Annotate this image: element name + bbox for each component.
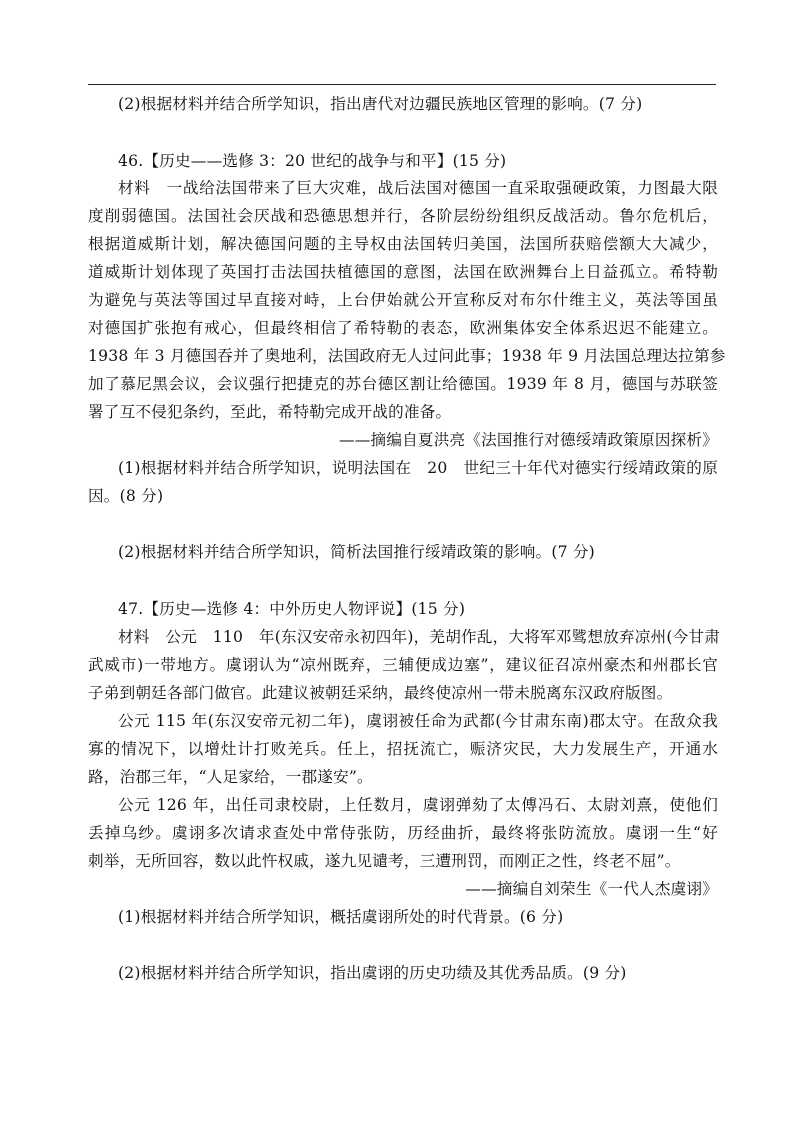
q46-material-line-2: 度削弱德国。法国社会厌战和恐德思想并行，各阶层纷纷组织反战活动。鲁尔危机后， xyxy=(88,207,718,225)
q46-material-line-4: 道威斯计划体现了英国打击法国扶植德国的意图，法国在欧洲舞台上日益孤立。希特勒 xyxy=(88,263,718,281)
q46-sub1-line-1: (1)根据材料并结合所学知识，说明法国在 20 世纪三十年代对德实行绥靖政策的原 xyxy=(118,459,718,477)
q45-sub2: (2)根据材料并结合所学知识，指出唐代对边疆民族地区管理的影响。(7 分) xyxy=(118,95,643,113)
q47-para2-line-1: 公元 115 年(东汉安帝元初二年)，虞诩被任命为武都(今甘肃东南)郡太守。在敌众我 xyxy=(118,712,718,730)
q46-material-line-3: 根据道威斯计划，解决德国问题的主导权由法国转归美国，法国所获赔偿额大大减少， xyxy=(88,235,718,253)
q47-para2-line-2: 寡的情况下，以增灶计打败羌兵。任上，招抚流亡，赈济灾民，大力发展生产，开通水 xyxy=(88,740,718,758)
q47-para3-line-3: 刺举，无所回容，数以此忤权戚，遂九见谴考，三遭刑罚，而刚正之性，终老不屈”。 xyxy=(88,852,681,870)
q47-para1-line-2: 武威市)一带地方。虞诩认为“凉州既弃，三辅便成边塞”，建议征召凉州豪杰和州郡长官 xyxy=(88,656,718,674)
q46-sub1-line-2: 因。(8 分) xyxy=(88,487,164,505)
q46-material-line-1: 材料 一战给法国带来了巨大灾难，战后法国对德国一直采取强硬政策，力图最大限 xyxy=(118,179,718,197)
q46-sub2: (2)根据材料并结合所学知识，简析法国推行绥靖政策的影响。(7 分) xyxy=(118,543,595,561)
q46-material-line-6: 对德国扩张抱有戒心，但最终相信了希特勒的表态，欧洲集体安全体系迟迟不能建立。 xyxy=(88,319,718,337)
q47-para1-line-3: 子弟到朝廷各部门做官。此建议被朝廷采纳，最终使凉州一带未脱离东汉政府版图。 xyxy=(88,684,673,702)
q47-para2-line-3: 路，治郡三年，“人足家给，一郡遂安”。 xyxy=(88,768,373,786)
q47-heading: 47.【历史—选修 4：中外历史人物评说】(15 分) xyxy=(118,600,466,618)
q47-para3-line-2: 丢掉乌纱。虞诩多次请求查处中常侍张防，历经曲折，最终将张防流放。虞诩一生“好 xyxy=(88,824,718,842)
q46-heading: 46.【历史——选修 3：20 世纪的战争与和平】(15 分) xyxy=(118,152,507,170)
q47-para3-line-1: 公元 126 年，出任司隶校尉，上任数月，虞诩弹劾了太傅冯石、太尉刘熹，使他们 xyxy=(118,796,718,814)
q46-material-line-9: 署了互不侵犯条约，至此，希特勒完成开战的准备。 xyxy=(88,403,452,421)
q47-sub2: (2)根据材料并结合所学知识，指出虞诩的历史功绩及其优秀品质。(9 分) xyxy=(118,964,627,982)
q47-para1-line-1: 材料 公元 110 年(东汉安帝永初四年)，羌胡作乱，大将军邓骘想放弃凉州(今甘肃 xyxy=(118,628,720,646)
q46-source: ——摘编自夏洪亮《法国推行对德绥靖政策原因探析》 xyxy=(338,431,718,449)
q46-material-line-8: 加了慕尼黑会议，会议强行把捷克的苏台德区割让给德国。1939 年 8 月，德国与苏联签 xyxy=(88,375,718,393)
q46-material-line-7: 1938 年 3 月德国吞并了奥地利，法国政府无人过问此事；1938 年 9 月法国总理达拉第参 xyxy=(88,347,726,365)
q46-material-line-5: 为避免与英法等国过早直接对峙，上台伊始就公开宣称反对布尔什维主义，英法等国虽 xyxy=(88,291,718,309)
q47-sub1: (1)根据材料并结合所学知识，概括虞诩所处的时代背景。(6 分) xyxy=(118,908,564,926)
q47-source: ——摘编自刘荣生《一代人杰虞诩》 xyxy=(465,880,718,898)
top-rule xyxy=(88,84,716,85)
